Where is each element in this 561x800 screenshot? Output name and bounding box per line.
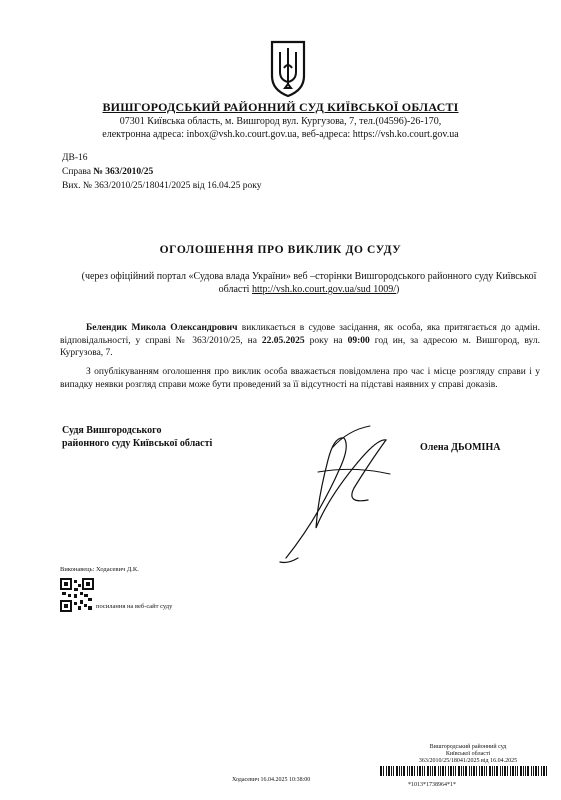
footer-executor-timestamp: Ходасевич 16.04.2025 10:38:00: [232, 777, 311, 783]
subtitle-close: ): [396, 284, 400, 295]
subtitle-text: (через офіційний портал «Судова влада України» веб –сторінки Вишгородського районного суду Київської області: [81, 271, 537, 295]
stamp-line2: Київської області: [445, 751, 491, 757]
case-number: № 363/2010/25: [93, 167, 154, 177]
summons-paragraph: [60, 322, 540, 360]
barcode-icon: [380, 766, 550, 776]
court-contacts: електронна адреса: inbox@vsh.ko.court.gov.ua, веб-адреса: https://vsh.ko.court.gov.ua: [102, 129, 459, 140]
qr-caption: посилання на веб-сайт суду: [96, 603, 173, 610]
handwritten-signature: [258, 408, 398, 568]
judge-name: Олена ДЬОМІНА: [420, 442, 501, 453]
hearing-date: 22.05.2025: [261, 335, 305, 346]
executor: Виконавець: Ходасевич Д.К.: [60, 566, 139, 573]
judge-title: [62, 424, 212, 450]
footer-barcode-text: *1013*1738964*1*: [408, 782, 456, 788]
document-subtitle: [78, 270, 540, 296]
court-address: 07301 Київська область, м. Вишгород вул. Кургузова, 7, тел.(04596)-26-170,: [119, 116, 442, 127]
court-name: ВИШГОРОДСЬКИЙ РАЙОННИЙ СУД КИЇВСЬКОЇ ОБЛАСТІ: [102, 100, 459, 114]
judge-title-line1: Судя Вишгородського: [62, 425, 162, 436]
form-code: ДВ-16: [62, 153, 88, 163]
outgoing-number: Вих. № 363/2010/25/18041/2025 від 16.04.25 року: [62, 181, 262, 191]
judge-title-line2: районного суду Київської області: [62, 438, 213, 449]
case-line: [62, 166, 153, 179]
notice-paragraph: З опублікуванням оголошення про виклик особа вважається повідомлена про час і місце розгляду справи і у випадку неявки розгляд справи може бути проведений за її відсутності на підставі наявних у справі доказів.: [60, 367, 540, 390]
case-label: Справа: [62, 167, 94, 177]
document-title: ОГОЛОШЕННЯ ПРО ВИКЛИК ДО СУДУ: [159, 244, 402, 256]
court-portal-link[interactable]: http://vsh.ko.court.gov.ua/sud 1009/: [251, 284, 397, 295]
summons-text-a: викликається в судове засідання, як особа, яка притягається до адмін. відповідальності, у справі № 363/2010/25, на: [60, 323, 540, 346]
registration-stamp: [388, 744, 548, 765]
stamp-line1: Вишгородський районний суд: [429, 744, 507, 750]
stamp-line3: 363/2010/25/18041/2025 від 16.04.2025: [418, 758, 518, 764]
summons-text-c: год ин, за адресою м. Вишгород, вул. Кургузова, 7.: [60, 335, 540, 358]
hearing-time: 09:00: [347, 335, 370, 346]
coat-of-arms-icon: [268, 38, 308, 98]
qr-code-icon[interactable]: [60, 578, 94, 612]
summons-text-b: року на: [304, 335, 348, 346]
person-name: Белендик Микола Олександрович: [86, 323, 238, 333]
